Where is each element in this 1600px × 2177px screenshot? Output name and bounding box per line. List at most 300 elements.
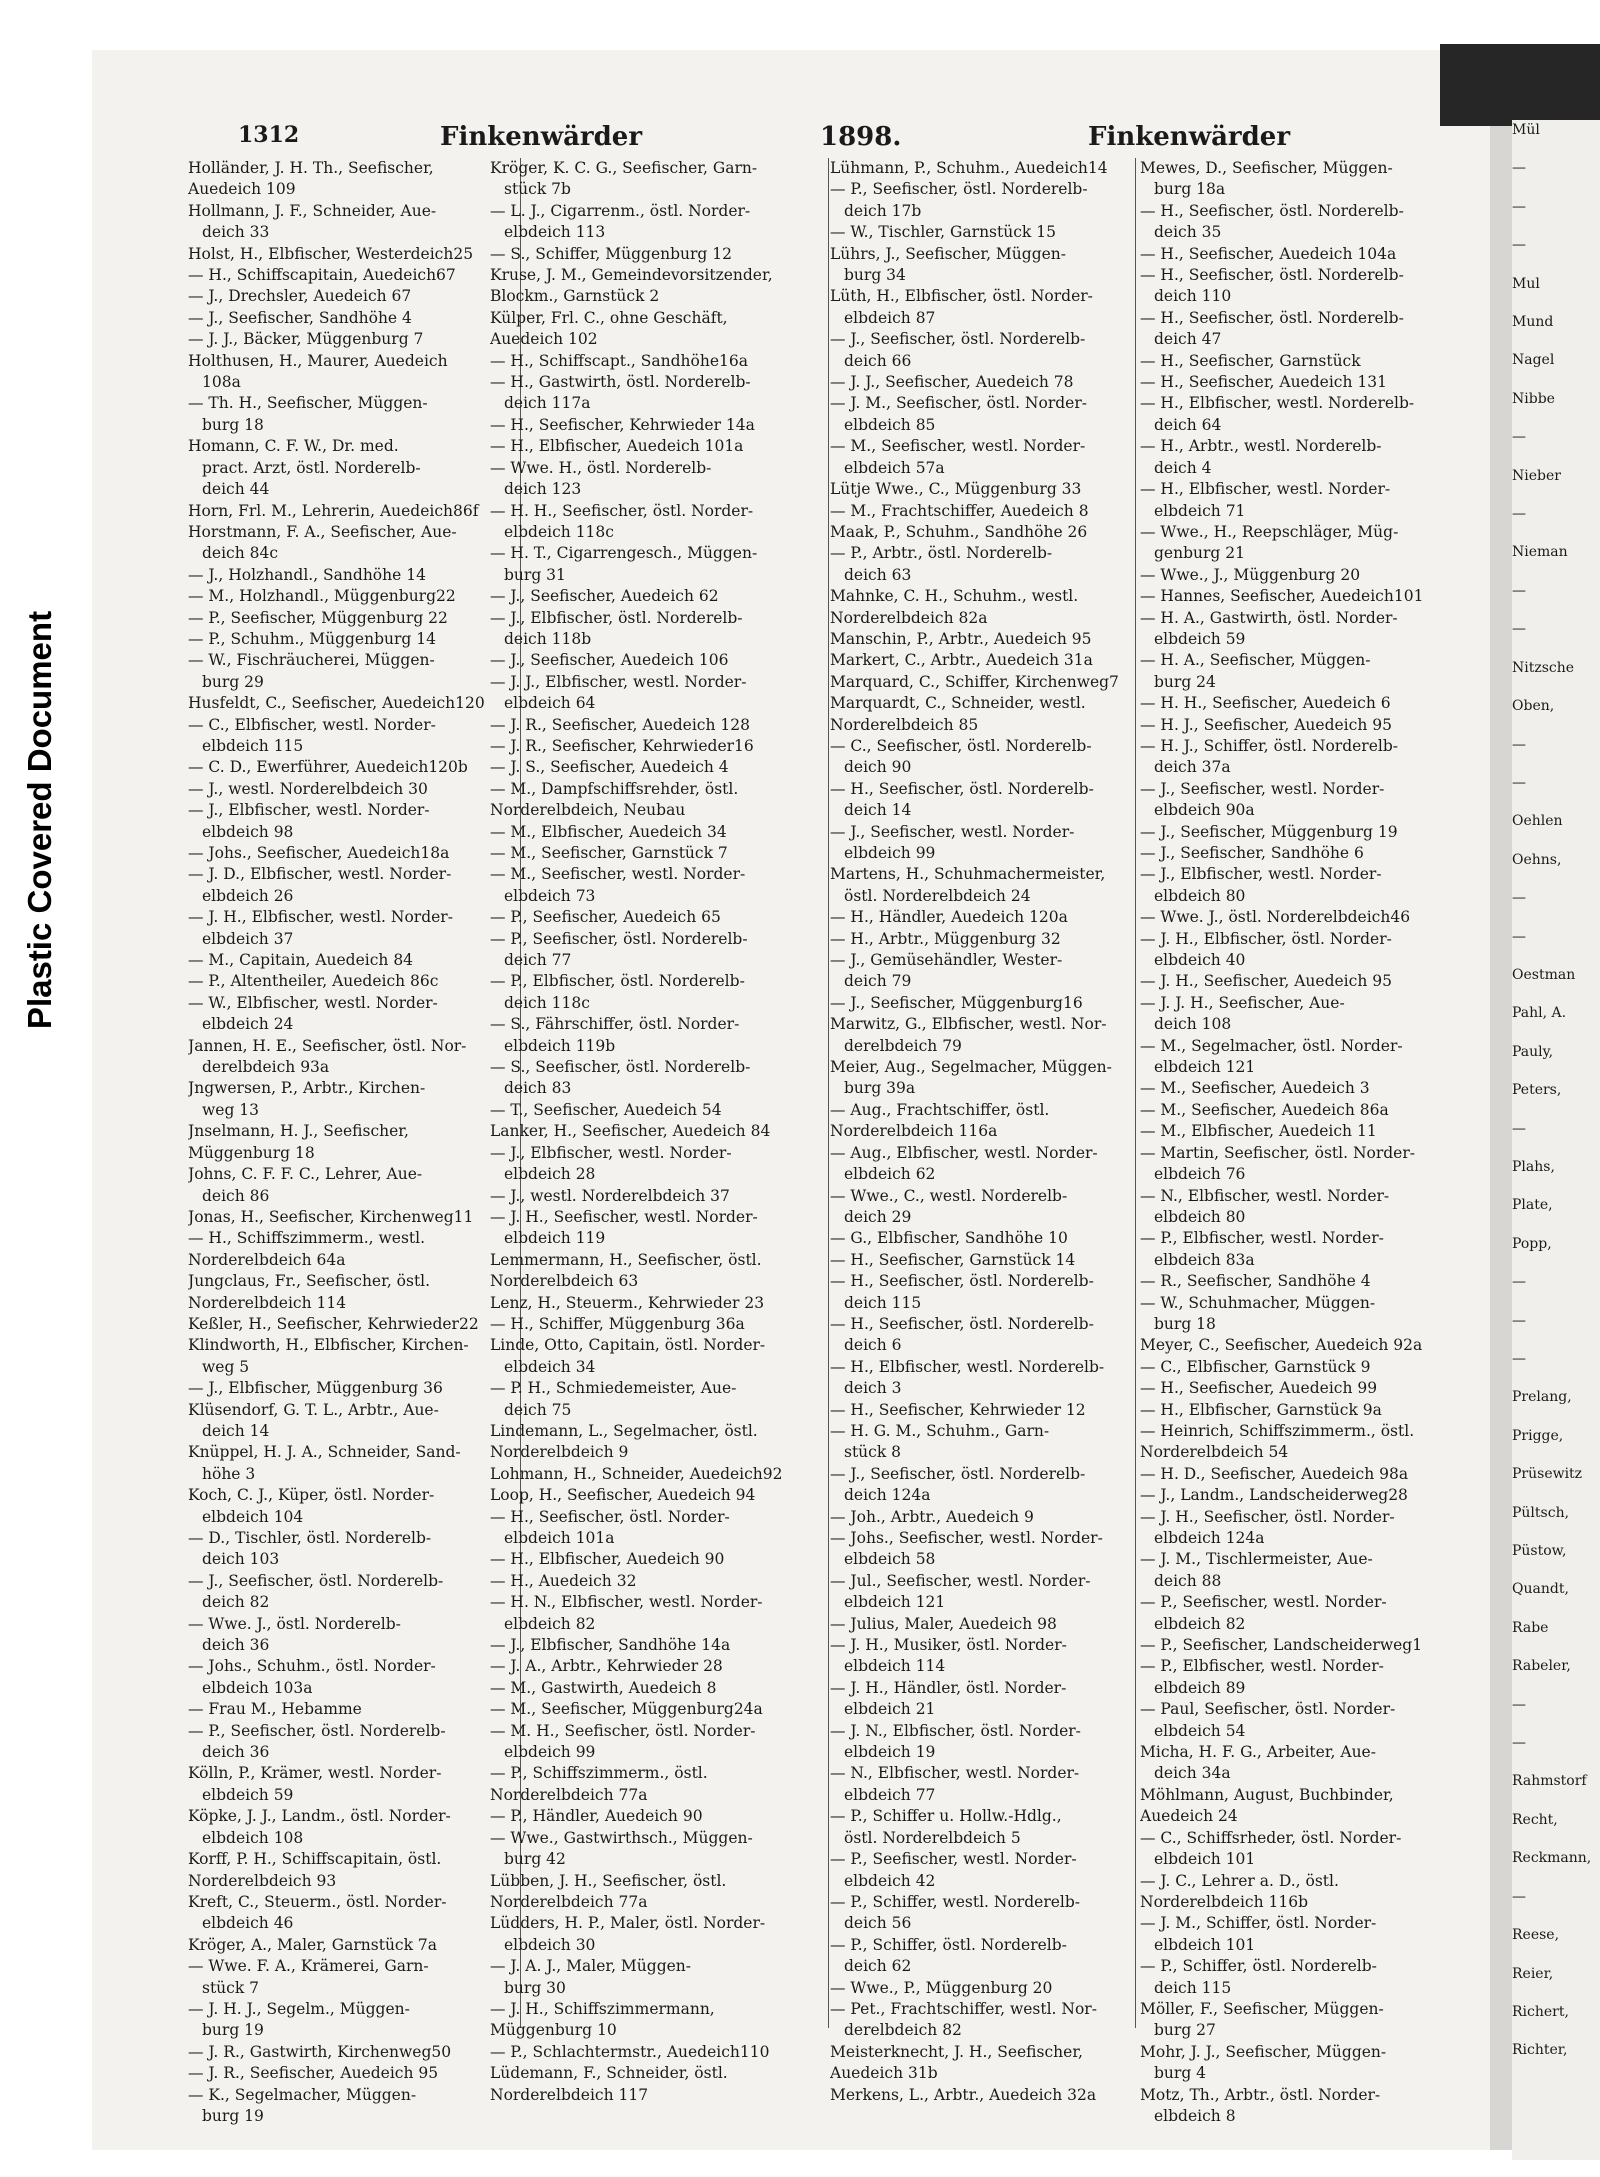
directory-line: — H., Seefischer, östl. Norderelb- (830, 1314, 1094, 1333)
directory-column-4 (1140, 158, 1476, 2127)
directory-line: — Wwe. H., östl. Norderelb- (490, 458, 712, 477)
directory-line: — J. J., Elbfischer, westl. Norder- (490, 672, 747, 691)
directory-line: deich 47 (1154, 330, 1222, 349)
directory-line: derelbdeich 82 (844, 2021, 962, 2040)
directory-line: deich 63 (844, 565, 912, 584)
page-heading-right: Finkenwärder (1088, 122, 1291, 152)
directory-line: burg 24 (1154, 672, 1216, 691)
directory-line: deich 36 (202, 1743, 270, 1762)
directory-line: — C., Elbfischer, Garnstück 9 (1140, 1357, 1371, 1376)
directory-line: — Johs., Schuhm., östl. Norder- (188, 1657, 436, 1676)
directory-line: — M., Seefischer, Auedeich 3 (1140, 1079, 1370, 1098)
directory-line: Norderelbdeich 54 (1140, 1443, 1289, 1462)
directory-line: Norderelbdeich 93 (188, 1871, 337, 1890)
directory-line: elbdeich 46 (202, 1914, 294, 1933)
directory-line: deich 34a (1154, 1764, 1231, 1783)
directory-line: deich 118c (504, 993, 590, 1012)
directory-line: Meier, Aug., Segelmacher, Müggen- (830, 1058, 1112, 1077)
directory-line: deich 14 (844, 801, 912, 820)
directory-line: Külper, Frl. C., ohne Geschäft, (490, 308, 728, 327)
directory-line: Kreft, C., Steuerm., östl. Norder- (188, 1892, 447, 1911)
strip-fragment: Popp, (1512, 1235, 1552, 1252)
strip-fragment: Oestman (1512, 966, 1576, 983)
directory-line: — Aug., Elbfischer, westl. Norder- (830, 1143, 1098, 1162)
directory-line: — M., Seefischer, Auedeich 86a (1140, 1100, 1389, 1119)
directory-line: — J., Elbfischer, westl. Norder- (490, 1143, 732, 1162)
directory-line: — P., Seefischer, Müggenburg 22 (188, 608, 448, 627)
directory-line: Meyer, C., Seefischer, Auedeich 92a (1140, 1336, 1423, 1355)
strip-fragment: Nagel (1512, 352, 1555, 369)
directory-line: — Paul, Seefischer, östl. Norder- (1140, 1700, 1396, 1719)
directory-line: — J. J., Seefischer, Auedeich 78 (830, 373, 1074, 392)
directory-line: Norderelbdeich 77a (490, 1785, 648, 1804)
directory-line: — J., Elbfischer, Sandhöhe 14a (490, 1636, 731, 1655)
directory-line: — Julius, Maler, Auedeich 98 (830, 1614, 1057, 1633)
directory-line: Auedeich 24 (1140, 1807, 1238, 1826)
directory-line: Maak, P., Schuhm., Sandhöhe 26 (830, 522, 1088, 541)
directory-line: Koch, C. J., Küper, östl. Norder- (188, 1486, 435, 1505)
page-year: 1898. (820, 122, 902, 152)
directory-line: Norderelbdeich 64a (188, 1250, 346, 1269)
directory-line: — J. H., Elbfischer, westl. Norder- (188, 908, 453, 927)
directory-line: — Th. H., Seefischer, Müggen- (188, 394, 428, 413)
directory-line: — M., Seefischer, Garnstück 7 (490, 844, 728, 862)
directory-line: — J., Seefischer, östl. Norderelb- (830, 330, 1086, 349)
directory-line: deich 108 (1154, 1015, 1232, 1034)
directory-line: — J. H. J., Segelm., Müggen- (188, 1999, 410, 2018)
directory-line: elbdeich 113 (504, 223, 606, 242)
directory-line: — W., Tischler, Garnstück 15 (830, 223, 1056, 242)
directory-line: Müggenburg 18 (188, 1143, 315, 1162)
directory-line: deich 33 (202, 223, 270, 242)
directory-line: — Wwe., P., Müggenburg 20 (830, 1978, 1053, 1997)
directory-line: deich 66 (844, 351, 912, 370)
directory-line: deich 77 (504, 951, 572, 970)
directory-line: — M., Holzhandl., Müggenburg22 (188, 587, 456, 606)
strip-fragment: — (1512, 928, 1526, 945)
directory-line: Lühmann, P., Schuhm., Auedeich14 (830, 159, 1108, 177)
directory-line: — J., Holzhandl., Sandhöhe 14 (188, 565, 426, 584)
directory-line: — H., Seefischer, östl. Norderelb- (1140, 308, 1404, 327)
directory-line: — P., Elbfischer, östl. Norderelb- (490, 972, 745, 991)
directory-line: — J. C., Lehrer a. D., östl. (1140, 1871, 1339, 1890)
strip-fragment: — (1512, 160, 1526, 177)
directory-line: pract. Arzt, östl. Norderelb- (202, 458, 421, 477)
directory-line: — H., Elbfischer, westl. Norder- (1140, 480, 1391, 499)
directory-line: elbdeich 119 (504, 1229, 606, 1248)
directory-line: — P., Arbtr., östl. Norderelb- (830, 544, 1053, 563)
directory-line: burg 19 (202, 2021, 264, 2040)
directory-line: — Wwe., C., westl. Norderelb- (830, 1186, 1068, 1205)
directory-line: — H., Seefischer, Auedeich 104a (1140, 244, 1397, 263)
directory-line: elbdeich 26 (202, 886, 294, 905)
directory-line: — P., Schiffszimmerm., östl. (490, 1764, 708, 1783)
directory-line: — M., Gastwirth, Auedeich 8 (490, 1678, 717, 1697)
directory-line: — H., Gastwirth, östl. Norderelb- (490, 373, 751, 392)
directory-line: — H., Seefischer, östl. Norderelb- (1140, 266, 1404, 285)
directory-line: Holthusen, H., Maurer, Auedeich (188, 351, 448, 370)
directory-line: deich 37a (1154, 758, 1231, 777)
directory-line: — M., Seefischer, westl. Norder- (830, 437, 1086, 456)
directory-line: Lührs, J., Seefischer, Müggen- (830, 244, 1067, 263)
directory-line: Jungclaus, Fr., Seefischer, östl. (188, 1272, 431, 1291)
directory-line: — P., Seefischer, westl. Norder- (830, 1850, 1077, 1869)
directory-line: — J., Drechsler, Auedeich 67 (188, 287, 412, 306)
directory-line: östl. Norderelbdeich 24 (844, 886, 1031, 905)
directory-line: — J., Seefischer, Auedeich 106 (490, 651, 729, 670)
directory-line: burg 34 (844, 266, 906, 285)
directory-line: — Johs., Seefischer, Auedeich18a (188, 844, 450, 862)
directory-line: burg 18a (1154, 180, 1226, 199)
directory-line: elbdeich 42 (844, 1871, 936, 1890)
strip-fragment: — (1512, 736, 1526, 753)
strip-fragment: Reier, (1512, 1965, 1554, 1982)
directory-line: deich 88 (1154, 1571, 1222, 1590)
directory-line: elbdeich 59 (1154, 629, 1246, 648)
directory-line: stück 8 (844, 1443, 902, 1462)
directory-line: Mewes, D., Seefischer, Müggen- (1140, 159, 1393, 177)
directory-line: — S., Seefischer, östl. Norderelb- (490, 1058, 751, 1077)
directory-line: — H., Seefischer, östl. Norderelb- (1140, 201, 1404, 220)
directory-line: höhe 3 (202, 1464, 256, 1483)
directory-line: Köpke, J. J., Landm., östl. Norder- (188, 1807, 451, 1826)
directory-line: — H., Schiffer, Müggenburg 36a (490, 1314, 745, 1333)
directory-line: — S., Fährschiffer, östl. Norder- (490, 1015, 740, 1034)
directory-line: deich 3 (844, 1379, 902, 1398)
directory-line: — J., Seefischer, Müggenburg 19 (1140, 822, 1398, 841)
directory-line: — C. D., Ewerführer, Auedeich120b (188, 758, 468, 777)
directory-line: burg 30 (504, 1978, 566, 1997)
directory-line: — H. H., Seefischer, Auedeich 6 (1140, 694, 1391, 713)
directory-line: — H. J., Schiffer, östl. Norderelb- (1140, 736, 1398, 755)
directory-line: Norderelbdeich 77a (490, 1892, 648, 1911)
directory-line: elbdeich 83a (1154, 1250, 1255, 1269)
directory-line: Jnselmann, H. J., Seefischer, (188, 1122, 409, 1141)
directory-line: Lütje Wwe., C., Müggenburg 33 (830, 480, 1082, 499)
directory-line: — K., Segelmacher, Müggen- (188, 2085, 417, 2104)
directory-line: elbdeich 121 (844, 1593, 946, 1612)
directory-line: — J., Seefischer, östl. Norderelb- (188, 1571, 444, 1590)
directory-line: elbdeich 99 (504, 1743, 596, 1762)
directory-line: Marquard, C., Schiffer, Kirchenweg7 (830, 672, 1119, 691)
directory-line: — H., Schiffscapt., Sandhöhe16a (490, 351, 748, 370)
directory-line: — H. D., Seefischer, Auedeich 98a (1140, 1464, 1409, 1483)
directory-line: — H., Elbfischer, Garnstück 9a (1140, 1400, 1382, 1419)
directory-line: — Aug., Frachtschiffer, östl. (830, 1100, 1050, 1119)
directory-line: Knüppel, H. J. A., Schneider, Sand- (188, 1443, 461, 1462)
directory-line: elbdeich 101a (504, 1529, 615, 1547)
directory-line: — J. J., Bäcker, Müggenburg 7 (188, 330, 424, 349)
directory-line: — P., Händler, Auedeich 90 (490, 1807, 703, 1826)
directory-line: deich 103 (202, 1550, 280, 1569)
strip-fragment: Prüsewitz (1512, 1466, 1583, 1483)
directory-line: Holst, H., Elbfischer, Westerdeich25 (188, 244, 474, 263)
strip-fragment: Reese, (1512, 1927, 1560, 1944)
directory-line: elbdeich 108 (202, 1828, 304, 1847)
strip-fragment: Mul (1512, 275, 1540, 292)
directory-line: — J. R., Gastwirth, Kirchenweg50 (188, 2042, 452, 2061)
directory-line: Müggenburg 10 (490, 2021, 617, 2040)
directory-line: deich 56 (844, 1914, 912, 1933)
directory-line: — H., Elbfischer, Auedeich 90 (490, 1550, 725, 1569)
directory-line: elbdeich 64 (504, 694, 596, 713)
strip-fragment: — (1512, 506, 1526, 523)
strip-fragment: Oben, (1512, 698, 1555, 715)
directory-line: — P., Schiffer, östl. Norderelb- (830, 1935, 1067, 1954)
directory-line: Linde, Otto, Capitain, östl. Norder- (490, 1336, 766, 1355)
directory-line: Kröger, A., Maler, Garnstück 7a (188, 1935, 438, 1954)
strip-fragment: Mül (1512, 122, 1540, 138)
directory-line: burg 18 (1154, 1314, 1216, 1333)
directory-line: elbdeich 104 (202, 1507, 304, 1526)
directory-line: elbdeich 80 (1154, 1207, 1246, 1226)
strip-fragment: — (1512, 890, 1526, 907)
directory-line: — H., Seefischer, östl. Norderelb- (830, 1272, 1094, 1291)
directory-line: — J. M., Schiffer, östl. Norder- (1140, 1914, 1377, 1933)
directory-line: deich 90 (844, 758, 912, 777)
directory-line: Marquardt, C., Schneider, westl. (830, 694, 1086, 713)
directory-line: elbdeich 57a (844, 458, 945, 477)
sidebar (0, 0, 80, 2177)
directory-line: — M., Frachtschiffer, Auedeich 8 (830, 501, 1089, 520)
strip-fragment: — (1512, 774, 1526, 791)
directory-line: Meisterknecht, J. H., Seefischer, (830, 2042, 1083, 2061)
directory-line: — H. H., Seefischer, östl. Norder- (490, 501, 754, 520)
directory-line: deich 124a (844, 1486, 931, 1505)
directory-line: — Wwe. J., östl. Norderelbdeich46 (1140, 908, 1411, 927)
directory-line: — Joh., Arbtr., Auedeich 9 (830, 1507, 1034, 1526)
directory-line: — H., Schiffscapitain, Auedeich67 (188, 266, 456, 285)
directory-line: — Wwe., H., Reepschläger, Müg- (1140, 522, 1399, 541)
directory-line: — P., Schuhm., Müggenburg 14 (188, 629, 436, 648)
directory-line: Jonas, H., Seefischer, Kirchenweg11 (188, 1207, 474, 1226)
strip-fragment: Rabeler, (1512, 1658, 1571, 1675)
strip-fragment: Richter, (1512, 2042, 1568, 2059)
directory-line: — J., Seefischer, östl. Norderelb- (830, 1464, 1086, 1483)
directory-line: derelbdeich 93a (202, 1058, 330, 1077)
directory-line: — H., Seefischer, Garnstück 14 (830, 1250, 1076, 1269)
directory-line: — J., Elbfischer, östl. Norderelb- (490, 608, 743, 627)
directory-line: — J. A., Arbtr., Kehrwieder 28 (490, 1657, 723, 1676)
directory-line: — H. G. M., Schuhm., Garn- (830, 1421, 1050, 1440)
directory-line: Lohmann, H., Schneider, Auedeich92 (490, 1464, 783, 1483)
directory-line: Kruse, J. M., Gemeindevorsitzender, (490, 266, 773, 285)
directory-line: elbdeich 19 (844, 1743, 936, 1762)
directory-line: — P., Seefischer, östl. Norderelb- (830, 180, 1088, 199)
directory-line: deich 117a (504, 394, 591, 413)
directory-line: — J., Seefischer, Sandhöhe 4 (188, 308, 412, 327)
directory-line: derelbdeich 79 (844, 1036, 962, 1055)
directory-line: deich 4 (1154, 458, 1212, 477)
strip-fragment: Reckmann, (1512, 1850, 1592, 1867)
directory-line: burg 42 (504, 1850, 566, 1869)
directory-line: elbdeich 103a (202, 1678, 313, 1697)
directory-line: — H. A., Gastwirth, östl. Norder- (1140, 608, 1398, 627)
directory-line: — J., Elbfischer, Müggenburg 36 (188, 1379, 443, 1398)
directory-line: elbdeich 58 (844, 1550, 936, 1569)
scan-dark-corner (1440, 44, 1600, 126)
directory-line: elbdeich 101 (1154, 1850, 1256, 1869)
directory-line: Klindworth, H., Elbfischer, Kirchen- (188, 1336, 469, 1355)
directory-line: Micha, H. F. G., Arbeiter, Aue- (1140, 1743, 1376, 1762)
directory-line: Martens, H., Schuhmachermeister, (830, 865, 1106, 884)
directory-line: — J., Seefischer, Auedeich 62 (490, 587, 719, 606)
directory-line: — G., Elbfischer, Sandhöhe 10 (830, 1229, 1068, 1248)
directory-line: Kröger, K. C. G., Seefischer, Garn- (490, 159, 758, 177)
directory-line: deich 62 (844, 1957, 912, 1976)
directory-line: — Martin, Seefischer, östl. Norder- (1140, 1143, 1415, 1162)
strip-fragment: Rabe (1512, 1619, 1549, 1636)
directory-line: Norderelbdeich 116a (830, 1122, 998, 1141)
directory-line: deich 110 (1154, 287, 1232, 306)
directory-line: — Wwe., Gastwirthsch., Müggen- (490, 1828, 753, 1847)
directory-line: — H., Arbtr., westl. Norderelb- (1140, 437, 1382, 456)
directory-line: Kölln, P., Krämer, westl. Norder- (188, 1764, 442, 1783)
directory-line: — P., Seefischer, Auedeich 65 (490, 908, 721, 927)
strip-fragment: Rahmstorf (1512, 1773, 1587, 1790)
directory-line: — H. J., Seefischer, Auedeich 95 (1140, 715, 1392, 734)
directory-line: elbdeich 24 (202, 1015, 294, 1034)
directory-line: — N., Elbfischer, westl. Norder- (1140, 1186, 1390, 1205)
directory-line: burg 31 (504, 565, 566, 584)
directory-line: deich 115 (844, 1293, 922, 1312)
directory-line: — P., Elbfischer, westl. Norder- (1140, 1657, 1384, 1676)
directory-line: — J., Landm., Landscheiderweg28 (1140, 1486, 1408, 1505)
strip-fragment: Nieman (1512, 544, 1568, 561)
directory-line: — H. N., Elbfischer, westl. Norder- (490, 1593, 763, 1612)
directory-line: östl. Norderelbdeich 5 (844, 1828, 1021, 1847)
directory-line: Klüsendorf, G. T. L., Arbtr., Aue- (188, 1400, 439, 1419)
directory-line: Norderelbdeich 82a (830, 608, 988, 627)
directory-line: Holländer, J. H. Th., Seefischer, (188, 159, 434, 177)
directory-line: — J. H., Händler, östl. Norder- (830, 1678, 1067, 1697)
directory-line: elbdeich 71 (1154, 501, 1246, 520)
directory-line: — H., Seefischer, Auedeich 131 (1140, 373, 1387, 392)
directory-line: — Wwe., J., Müggenburg 20 (1140, 565, 1361, 584)
directory-line: — J., Elbfischer, westl. Norder- (188, 801, 430, 820)
directory-line: — C., Seefischer, östl. Norderelb- (830, 736, 1092, 755)
directory-line: elbdeich 82 (1154, 1614, 1246, 1633)
directory-line: — H., Händler, Auedeich 120a (830, 908, 1068, 927)
strip-fragment: — (1512, 1696, 1526, 1713)
directory-line: — M., Elbfischer, Auedeich 34 (490, 822, 727, 841)
directory-line: — H., Seefischer, Auedeich 99 (1140, 1379, 1378, 1398)
directory-line: elbdeich 8 (1154, 2106, 1236, 2125)
directory-line: deich 14 (202, 1421, 270, 1440)
directory-line: Lüth, H., Elbfischer, östl. Norder- (830, 287, 1093, 306)
directory-line: — J., Seefischer, Sandhöhe 6 (1140, 844, 1364, 862)
directory-line: elbdeich 121 (1154, 1058, 1256, 1077)
strip-fragment: Recht, (1512, 1811, 1558, 1828)
directory-line: — J. R., Seefischer, Auedeich 95 (188, 2064, 439, 2083)
directory-line: Möhlmann, August, Buchbinder, (1140, 1785, 1394, 1804)
directory-line: Auedeich 109 (188, 180, 296, 199)
directory-line: — Hannes, Seefischer, Auedeich101 (1140, 587, 1424, 606)
directory-line: elbdeich 80 (1154, 886, 1246, 905)
directory-line: elbdeich 89 (1154, 1678, 1246, 1697)
directory-column-2 (490, 158, 832, 2106)
directory-line: — C., Schiffsrheder, östl. Norder- (1140, 1828, 1402, 1847)
directory-line: — H., Seefischer, östl. Norder- (490, 1507, 730, 1526)
strip-fragment: — (1512, 429, 1526, 446)
directory-line: Husfeldt, C., Seefischer, Auedeich120 (188, 694, 485, 713)
directory-line: — H., Elbfischer, Auedeich 101a (490, 437, 744, 456)
directory-line: — H., Auedeich 32 (490, 1571, 637, 1590)
directory-line: burg 29 (202, 672, 264, 691)
directory-line: — J. R., Seefischer, Kehrwieder16 (490, 736, 754, 755)
directory-line: elbdeich 37 (202, 929, 294, 948)
directory-line: elbdeich 30 (504, 1935, 596, 1954)
directory-line: — J. M., Tischlermeister, Aue- (1140, 1550, 1373, 1569)
directory-line: — P., Seefischer, östl. Norderelb- (490, 929, 748, 948)
directory-line: — P., Seefischer, Landscheiderweg1 (1140, 1636, 1423, 1655)
strip-fragment: — (1512, 1274, 1526, 1291)
page-gutter (1490, 60, 1512, 2150)
directory-line: — T., Seefischer, Auedeich 54 (490, 1100, 722, 1119)
directory-line: elbdeich 54 (1154, 1721, 1246, 1740)
directory-line: Jngwersen, P., Arbtr., Kirchen- (188, 1079, 426, 1098)
directory-line: Norderelbdeich 117 (490, 2085, 649, 2104)
directory-line: elbdeich 87 (844, 308, 936, 327)
directory-line: genburg 21 (1154, 544, 1245, 563)
directory-line: — M., Seefischer, westl. Norder- (490, 865, 746, 884)
directory-line: — J. N., Elbfischer, östl. Norder- (830, 1721, 1081, 1740)
directory-line: elbdeich 99 (844, 844, 936, 862)
directory-line: — P. H., Schmiedemeister, Aue- (490, 1379, 737, 1398)
directory-line: — M. H., Seefischer, östl. Norder- (490, 1721, 756, 1740)
strip-fragment: Nieber (1512, 467, 1561, 484)
directory-line: — J. M., Seefischer, östl. Norder- (830, 394, 1087, 413)
directory-line: — D., Tischler, östl. Norderelb- (188, 1529, 432, 1547)
directory-line: deich 83 (504, 1079, 572, 1098)
directory-line: — M., Seefischer, Müggenburg24a (490, 1700, 763, 1719)
directory-line: Norderelbdeich 63 (490, 1272, 639, 1291)
directory-line: Möller, F., Seefischer, Müggen- (1140, 1999, 1384, 2018)
directory-line: — P., Schlachtermstr., Auedeich110 (490, 2042, 770, 2061)
directory-line: elbdeich 77 (844, 1785, 936, 1804)
directory-line: elbdeich 59 (202, 1785, 294, 1804)
directory-line: burg 39a (844, 1079, 916, 1098)
directory-line: Norderelbdeich, Neubau (490, 801, 686, 820)
directory-line: Johns, C. F. F. C., Lehrer, Aue- (188, 1165, 423, 1184)
strip-fragment: — (1512, 237, 1526, 254)
directory-line: — N., Elbfischer, westl. Norder- (830, 1764, 1080, 1783)
directory-line: Hollmann, J. F., Schneider, Aue- (188, 201, 437, 220)
sidebar-label: Plastic Covered Document (21, 610, 58, 1030)
directory-line: elbdeich 90a (1154, 801, 1255, 820)
directory-line: 108a (202, 373, 241, 392)
directory-line: — J. H., Schiffszimmermann, (490, 1999, 715, 2018)
directory-line: Motz, Th., Arbtr., östl. Norder- (1140, 2085, 1381, 2104)
directory-line: — H., Seefischer, Kehrwieder 12 (830, 1400, 1086, 1419)
strip-fragment: Richert, (1512, 2003, 1569, 2020)
directory-line: — H., Seefischer, Garnstück (1140, 351, 1361, 370)
strip-fragment: Mund (1512, 314, 1554, 331)
directory-line: Lindemann, L., Segelmacher, östl. (490, 1421, 758, 1440)
directory-line: elbdeich 82 (504, 1614, 596, 1633)
directory-line: Keßler, H., Seefischer, Kehrwieder22 (188, 1314, 479, 1333)
directory-line: Norderelbdeich 114 (188, 1293, 347, 1312)
strip-fragment: — (1512, 1888, 1526, 1905)
directory-line: — P., Schiffer, westl. Norderelb- (830, 1892, 1081, 1911)
directory-line: — J. H., Seefischer, östl. Norder- (1140, 1507, 1395, 1526)
directory-line: Blockm., Garnstück 2 (490, 287, 660, 306)
directory-line: — J. D., Elbfischer, westl. Norder- (188, 865, 452, 884)
directory-line: stück 7 (202, 1978, 260, 1997)
strip-fragment: Quandt, (1512, 1581, 1569, 1598)
directory-line: Norderelbdeich 85 (830, 715, 979, 734)
directory-line: — H., Schiffszimmerm., westl. (188, 1229, 426, 1248)
